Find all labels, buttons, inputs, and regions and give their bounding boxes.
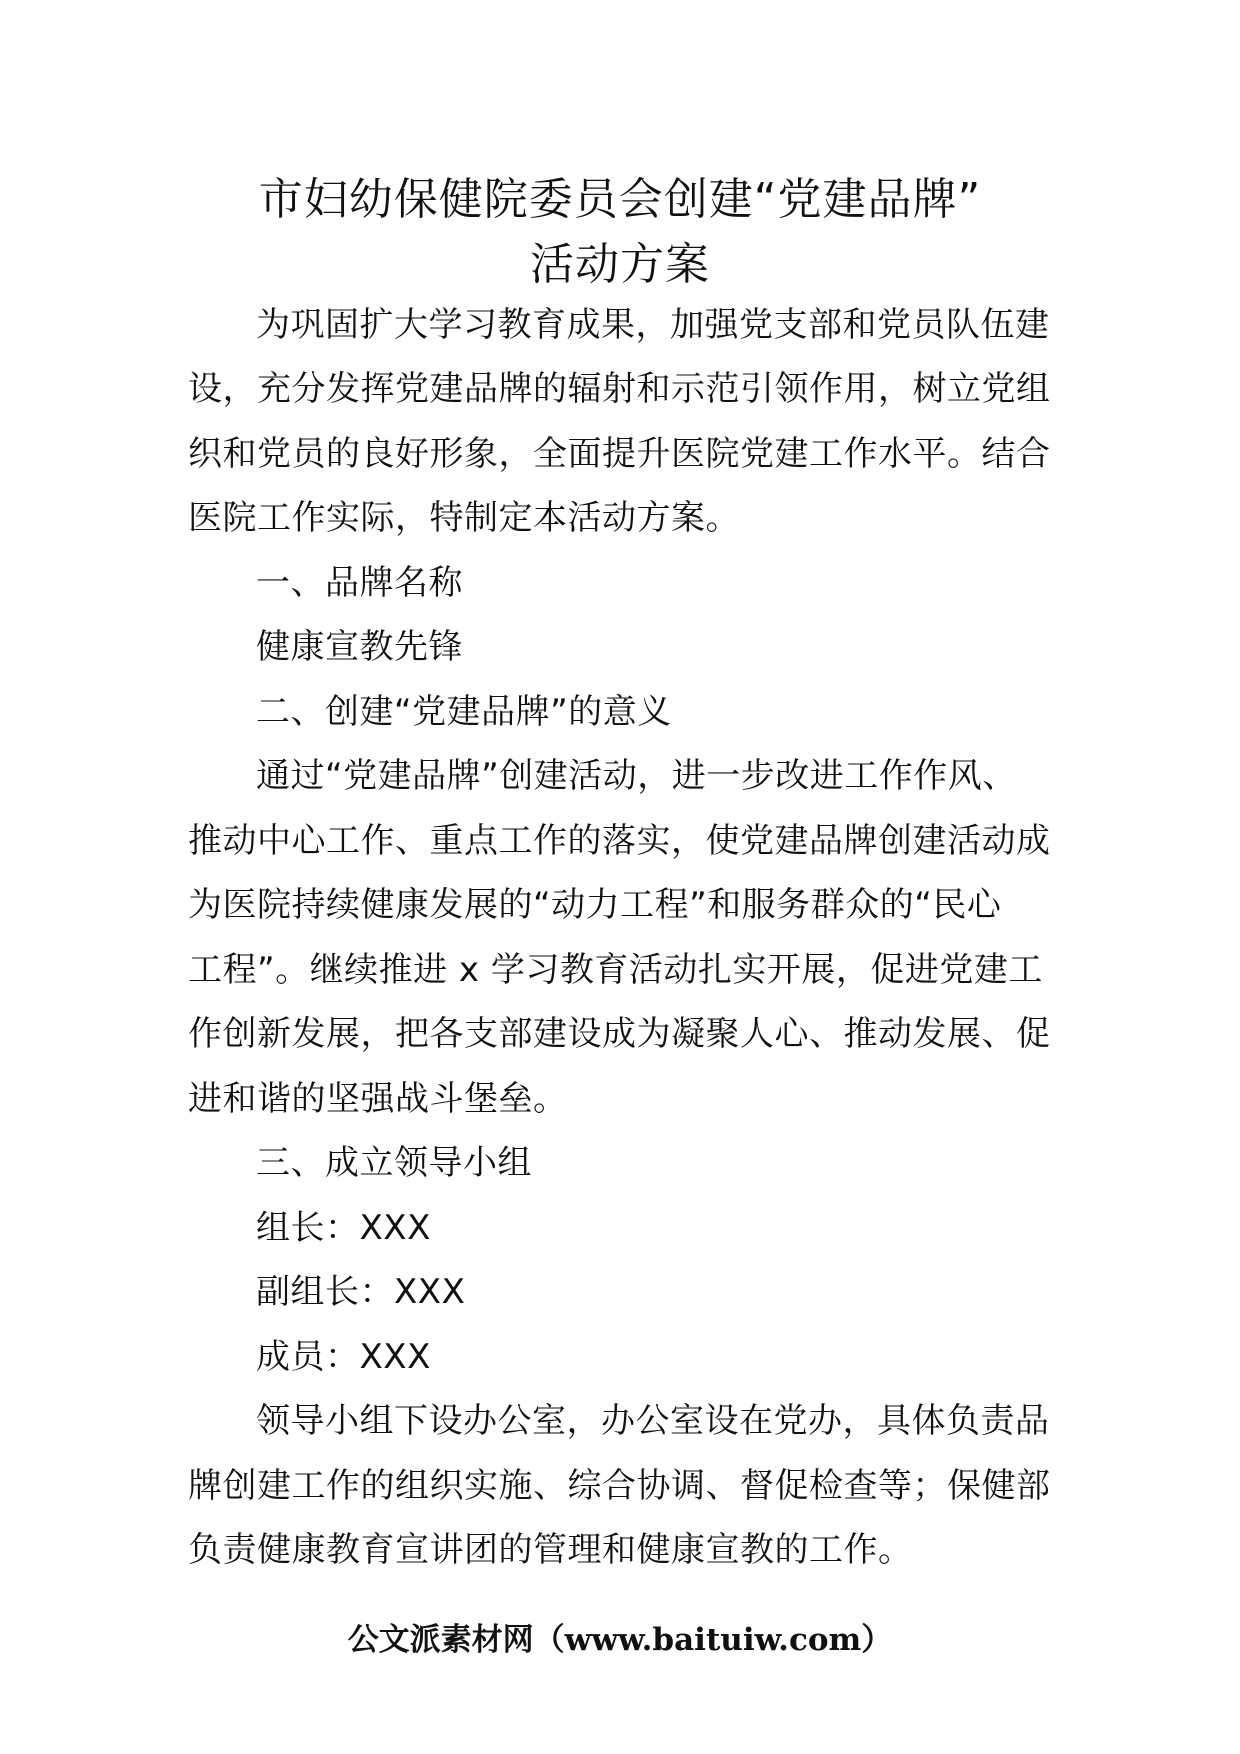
section-heading-3: 三、成立领导小组 [256,1143,532,1183]
paragraph-meaning-line-5: 作创新发展，把各支部建设成为凝聚人心、推动发展、促 [188,1014,1051,1054]
paragraph-meaning-line-1: 通过“党建品牌”创建活动，进一步改进工作作风、 [256,756,1017,796]
document-title-line1: 市妇幼保健院委员会创建“党建品牌” [258,174,982,225]
paragraph-office-line-1: 领导小组下设办公室，办公室设在党办，具体负责品 [256,1401,1050,1441]
paragraph-meaning-line-2: 推动中心工作、重点工作的落实，使党建品牌创建活动成 [188,821,1051,861]
paragraph-meaning-line-3: 为医院持续健康发展的“动力工程”和服务群众的“民心 [188,885,1002,925]
paragraph-office-line-3: 负责健康教育宣讲团的管理和健康宣教的工作。 [188,1530,913,1570]
section-heading-2: 二、创建“党建品牌”的意义 [256,692,672,732]
paragraph-meaning-line-6: 进和谐的坚强战斗堡垒。 [188,1079,568,1119]
paragraph-intro-line-4: 医院工作实际，特制定本活动方案。 [188,498,740,538]
paragraph-meaning-line-4: 工程”。继续推进 x 学习教育活动扎实开展，促进党建工 [188,950,1043,990]
paragraph-intro-line-3: 织和党员的良好形象，全面提升医院党建工作水平。结合 [188,434,1051,474]
group-members: 成员：XXX [256,1337,431,1377]
document-title-line2: 活动方案 [530,239,710,290]
brand-name: 健康宣教先锋 [256,627,463,667]
paragraph-office-line-2: 牌创建工作的组织实施、综合协调、督促检查等；保健部 [188,1466,1051,1506]
section-heading-1: 一、品牌名称 [256,563,463,603]
paragraph-intro-line-1: 为巩固扩大学习教育成果，加强党支部和党员队伍建 [256,305,1050,345]
group-leader: 组长：XXX [256,1208,431,1248]
group-deputy-leader: 副组长：XXX [256,1272,466,1312]
paragraph-intro-line-2: 设，充分发挥党建品牌的辐射和示范引领作用，树立党组 [188,369,1051,409]
watermark-footer: 公文派素材网（www.baituiw.com） [347,1622,893,1658]
